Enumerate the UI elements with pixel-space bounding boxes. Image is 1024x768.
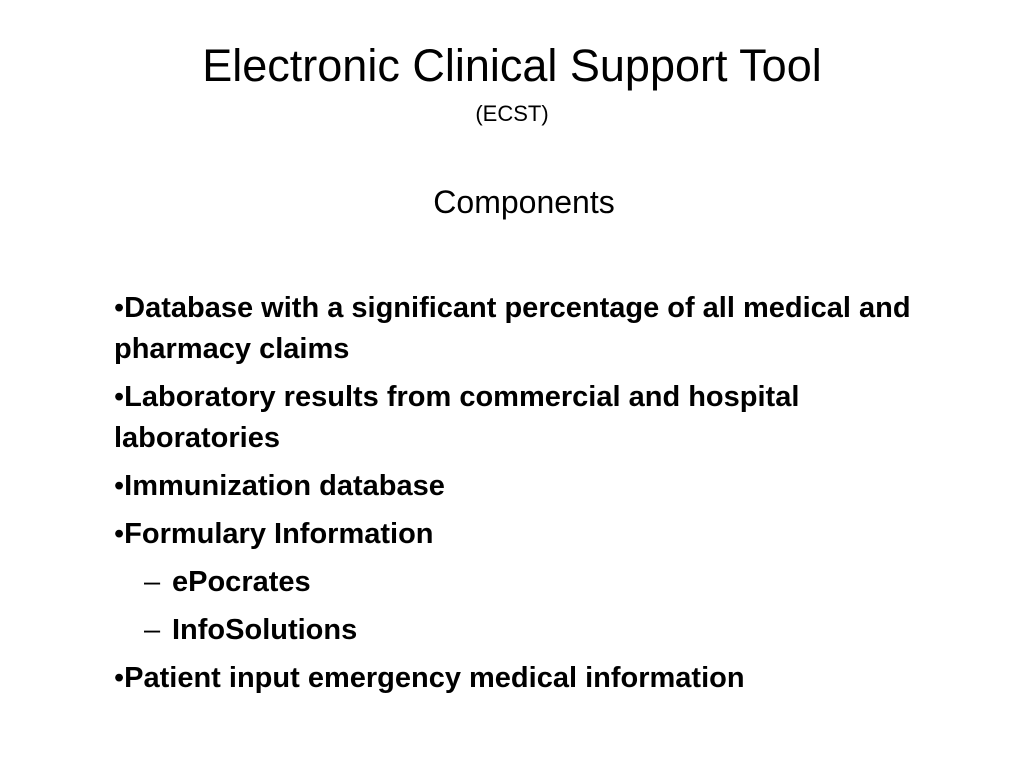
- bullet-item: [114, 288, 934, 370]
- sub-bullet-marker: –: [144, 614, 161, 646]
- bullet-item: [114, 658, 934, 699]
- sub-bullet-marker: –: [144, 566, 161, 598]
- bullet-list: [114, 288, 934, 706]
- bullet-text: Immunization database: [124, 470, 445, 502]
- sub-bullet-item: [114, 610, 934, 651]
- bullet-marker: •: [114, 292, 125, 324]
- bullet-text: Laboratory results from commercial and hospital laboratories: [114, 381, 800, 454]
- bullet-text: Database with a significant percentage of all medical and pharmacy claims: [114, 292, 911, 365]
- sub-bullet-text: ePocrates: [172, 566, 311, 598]
- bullet-item: [114, 514, 934, 555]
- bullet-marker: •: [114, 518, 125, 550]
- slide-subtitle: (ECST): [475, 101, 549, 126]
- bullet-marker: •: [114, 381, 125, 413]
- bullet-text: Formulary Information: [124, 518, 434, 550]
- bullet-text: Patient input emergency medical information: [124, 662, 745, 694]
- bullet-marker: •: [114, 470, 125, 502]
- bullet-item: [114, 466, 934, 507]
- sub-bullet-item: [114, 562, 934, 603]
- sub-bullet-text: InfoSolutions: [172, 614, 358, 646]
- bullet-item: [114, 377, 934, 459]
- bullet-marker: •: [114, 662, 125, 694]
- section-heading: Components: [433, 184, 615, 220]
- slide-title: Electronic Clinical Support Tool: [202, 40, 822, 91]
